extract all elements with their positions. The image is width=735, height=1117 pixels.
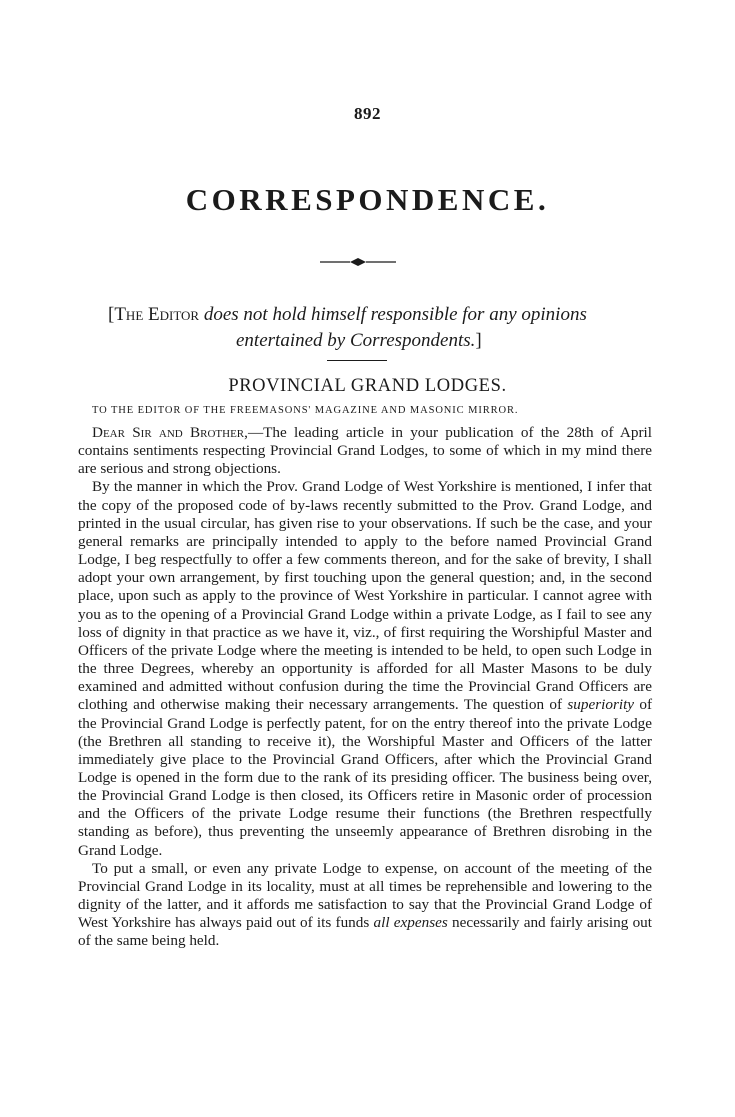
paragraph-3-italic: all expenses bbox=[373, 914, 448, 932]
address-line: TO THE EDITOR OF THE FREEMASONS' MAGAZINE AND MASONIC MIRROR. bbox=[92, 405, 519, 416]
page-title: CORRESPONDENCE. bbox=[185, 182, 550, 217]
paragraph-3-text-b: necessarily and fairly arising out of the same being held. bbox=[78, 914, 652, 950]
disclaimer-open-bracket: [ bbox=[108, 304, 115, 325]
paragraph-1 bbox=[78, 424, 652, 478]
paragraph-2-italic: superiority bbox=[567, 696, 635, 714]
salutation: Dear Sir and Brother, bbox=[92, 424, 248, 441]
short-rule-divider bbox=[327, 360, 387, 361]
section-heading: PROVINCIAL GRAND LODGES. bbox=[228, 376, 507, 396]
disclaimer-editor: Editor bbox=[148, 304, 200, 325]
paragraph-2-text-a: By the manner in which the Prov. Grand Lodge of West Yorkshire is mentioned, I infer that the copy of the proposed code of by-laws recently submitted to the Prov. Grand Lodge, and printed in the usual circular, has given rise to your observations. If such be the case, and your general remarks are principally intended to apply to the before named Provincial Grand Lodge, I beg respectfully to offer a few comments thereon, and for the sake of brevity, I shall adopt your own arrangement, by first touching upon the general question; and, in the second place, upon such as apply to the province of West Yorkshire in particular. I cannot agree with you as to the opening of a Provincial Grand Lodge within a private Lodge, as I fail to see any loss of dignity in that practice as we have it, viz., of first requiring the Worshipful Master and Officers of the private Lodge where the meeting is intended to be held, to open such Lodge in the three Degrees, whereby an opportunity is afforded for all Master Masons to be duly examined and admitted without confusion during the time the Provincial Grand Officers are clothing and otherwise making their necessary arrangements. The question of bbox=[78, 478, 652, 714]
paragraph-3-text-a: To put a small, or even any private Lodge to expense, on account of the meeting of the Provincial Grand Lodge in its locality, must at all times be reprehensible and lowering to the dignity of the latter, and it affords me satisfaction to say that the Provincial Grand Lodge of West Yorkshire has always paid out of its funds bbox=[78, 859, 652, 932]
letter-body bbox=[78, 424, 652, 951]
paragraph-2-text-b: of the Provincial Grand Lodge is perfectly patent, for on the entry thereof into the private Lodge (the Brethren all standing to receive it), the Worshipful Master and Officers of the latter immediately give place to the Provincial Grand Officers, after which the Provincial Grand Lodge is opened in the form due to the rank of its presiding officer. The business being over, the Provincial Grand Lodge is then closed, its Officers retire in Masonic order of procession and the Officers of the private Lodge resume their functions (the Brethren respectfully standing as before), thus preventing the unseemly appearance of Brethren disrobing in the Grand Lodge. bbox=[78, 696, 652, 859]
paragraph-1-text: —The leading article in your publication of the 28th of April contains sentiments respecting Provincial Grand Lodges, to some of which in my mind there are serious and strong objections. bbox=[78, 424, 652, 478]
disclaimer-close-bracket: ] bbox=[475, 330, 482, 351]
ornament-divider-icon bbox=[320, 256, 396, 268]
disclaimer-line-2: entertained by Correspondents. bbox=[236, 330, 476, 351]
page-number: 892 bbox=[354, 104, 381, 123]
paragraph-3 bbox=[78, 860, 652, 951]
paragraph-2 bbox=[78, 478, 652, 859]
disclaimer-the: The bbox=[114, 304, 144, 325]
editor-disclaimer bbox=[108, 302, 628, 354]
disclaimer-line-1: does not hold himself responsible for any opinions bbox=[199, 304, 587, 325]
